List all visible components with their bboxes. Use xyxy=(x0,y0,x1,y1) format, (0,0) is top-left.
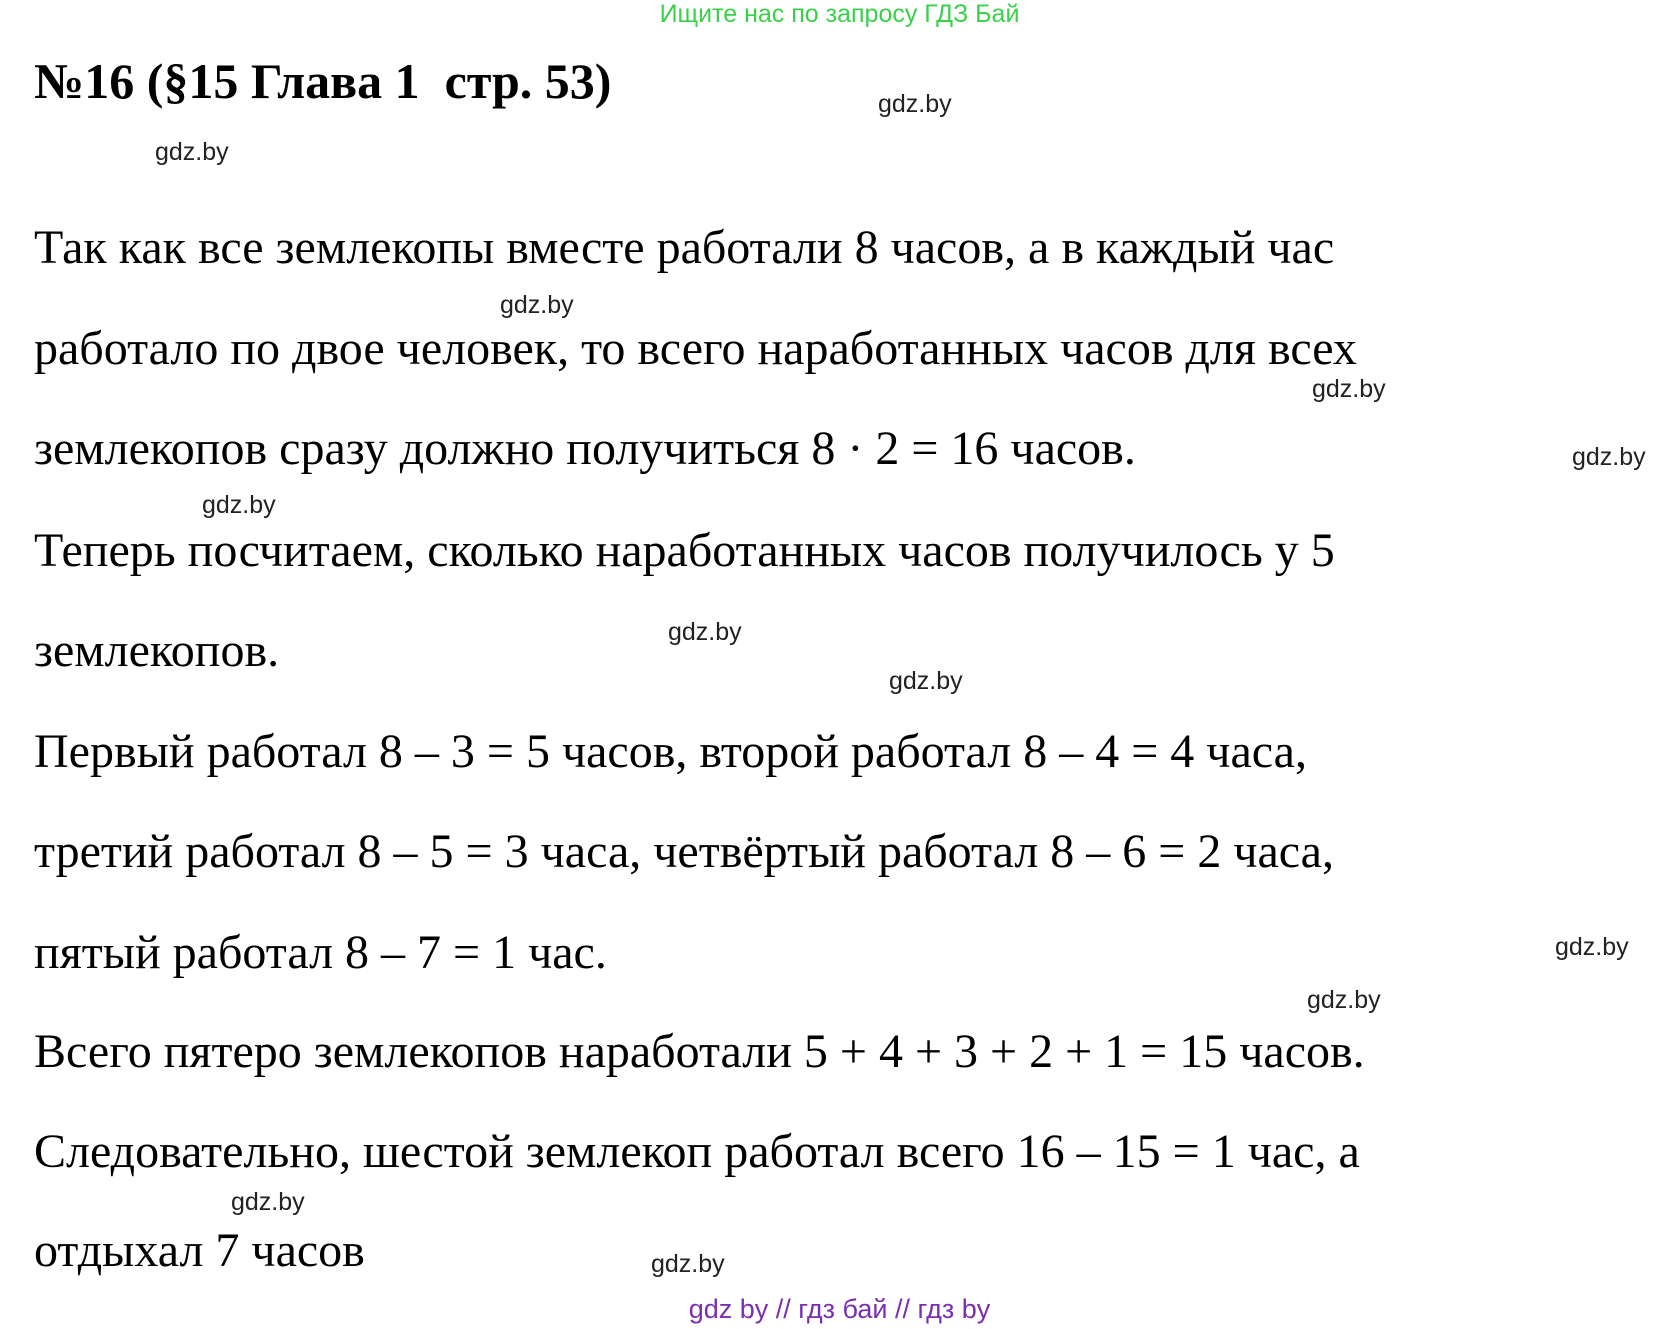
watermark: gdz.by xyxy=(202,491,276,519)
watermark: gdz.by xyxy=(155,138,229,166)
watermark: gdz.by xyxy=(500,291,574,319)
top-banner: Ищите нас по запросу ГДЗ Бай xyxy=(659,0,1020,28)
watermark: gdz.by xyxy=(668,618,742,646)
text-line: работало по двое человек, то всего наработанных часов для всех xyxy=(34,322,1357,375)
text-line: землекопов. xyxy=(34,624,280,677)
exercise-title: №16 (§15 Глава 1 стр. 53) xyxy=(34,53,612,109)
text-line: Всего пятеро землекопов наработали 5 + 4 + 3 + 2 + 1 = 15 часов. xyxy=(34,1025,1365,1078)
watermark: gdz.by xyxy=(1555,933,1629,961)
watermark: gdz.by xyxy=(878,90,952,118)
watermark: gdz.by xyxy=(889,667,963,695)
text-line: отдыхал 7 часов xyxy=(34,1224,365,1277)
watermark: gdz.by xyxy=(1572,443,1646,471)
text-line: землекопов сразу должно получиться 8 · 2 = 16 часов. xyxy=(34,422,1136,475)
text-line: Так как все землекопы вместе работали 8 часов, а в каждый час xyxy=(34,221,1335,274)
text-line: пятый работал 8 – 7 = 1 час. xyxy=(34,926,607,979)
watermark: gdz.by xyxy=(1307,986,1381,1014)
watermark: gdz.by xyxy=(231,1188,305,1216)
watermark: gdz.by xyxy=(651,1250,725,1278)
text-line: Следовательно, шестой землекоп работал всего 16 – 15 = 1 час, а xyxy=(34,1125,1360,1178)
text-line: Теперь посчитаем, сколько наработанных часов получилось у 5 xyxy=(34,524,1335,577)
footer-watermark: gdz by // гдз бай // гдз by xyxy=(688,1294,991,1324)
watermark: gdz.by xyxy=(1312,375,1386,403)
text-line: третий работал 8 – 5 = 3 часа, четвёртый работал 8 – 6 = 2 часа, xyxy=(34,825,1334,878)
text-line: Первый работал 8 – 3 = 5 часов, второй работал 8 – 4 = 4 часа, xyxy=(34,725,1307,778)
